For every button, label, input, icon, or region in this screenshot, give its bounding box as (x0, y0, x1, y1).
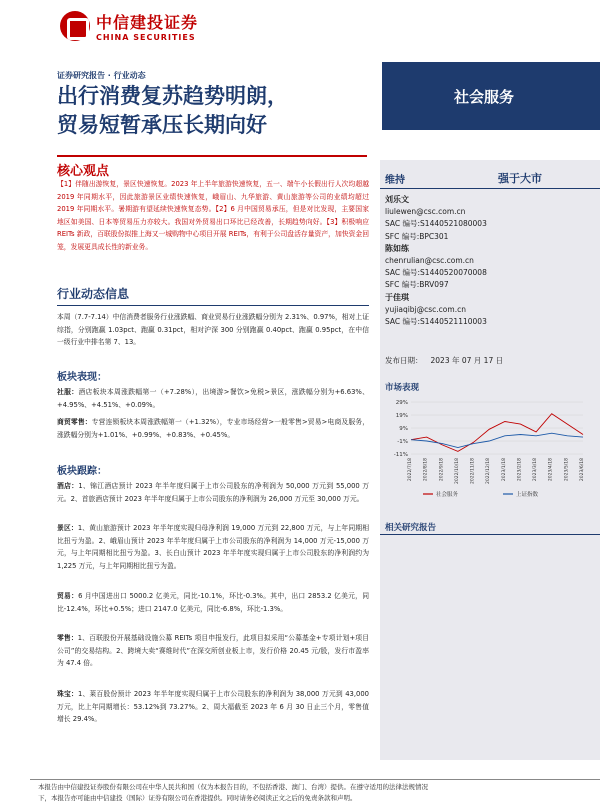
paragraph-text: 1、百联股份开展基础设施公募 REITs 项目申报发行，此项目拟采用“公募基金+专项计划+项目公司”的交易结构。2、跨境大卖“赛维时代”在深交所创业板上市，发行价格 20.45 元/股，发行市盈率为 47.4 倍。 (57, 634, 370, 667)
divider (380, 534, 600, 535)
publish-date-value: 2023 年 07 月 17 日 (430, 356, 504, 365)
paragraph-label: 景区： (57, 524, 78, 532)
legend-label: 上证指数 (516, 492, 539, 498)
analyst-name: 刘乐文 (385, 195, 409, 204)
core-heading: 核心观点 (57, 164, 110, 179)
paragraph-label: 酒店： (57, 482, 79, 490)
y-tick-label: 29% (395, 400, 408, 406)
paragraph-text: 6 月中国进出口 5000.2 亿美元，同比-10.1%，环比-0.3%。其中，出口 2853.2 亿美元，同比-12.4%，环比+0.5%；进口 2147.0 亿美元，同比-6.8%，环比-1.3%。 (57, 592, 369, 613)
analyst-email[interactable]: chenrulian@csc.com.cn (385, 256, 474, 266)
related-reports-heading: 相关研究报告 (385, 523, 437, 533)
disclaimer-footer (38, 782, 598, 804)
x-tick-label: 2022/9/18 (439, 458, 445, 482)
y-tick-label: -11% (393, 452, 408, 458)
rating: 强于大市 (498, 172, 542, 185)
sector-banner: 社会服务 (382, 62, 600, 130)
logo-name-en: CHINA SECURITIES (96, 33, 196, 42)
analyst-sac: SAC 编号:S1440520070008 (385, 268, 487, 278)
rating-action: 维持 (385, 175, 405, 186)
analyst-sac: SAC 编号:S1440521080003 (385, 219, 487, 229)
logo-name-cn: 中信建投证券 (96, 13, 199, 32)
disclaimer-line: 本报告由中信建投证券股份有限公司在中华人民共和国（仅为本报告目的，不包括香港、澳门、台湾）提供。在遵守适用的法律法规情况 (38, 783, 428, 791)
paragraph-label: 社服： (57, 388, 79, 396)
analyst-name: 于佳琪 (385, 292, 409, 302)
x-tick-label: 2023/6/18 (580, 458, 585, 482)
disclaimer-line: 下，本报告亦可能由中信建投（国际）证券有限公司在香港提供。同时请务必阅读正文之后的免责条款和声明。 (38, 794, 357, 802)
x-tick-label: 2022/10/18 (454, 458, 460, 484)
logo-mark-icon (60, 11, 90, 41)
x-tick-label: 2022/12/18 (486, 458, 492, 484)
y-tick-label: 9% (399, 426, 408, 432)
paragraph-label: 贸易： (57, 592, 79, 600)
page-header (0, 0, 600, 62)
analyst-email[interactable]: yujiaqibj@csc.com.cn (385, 304, 466, 314)
paragraph-label: 零售： (57, 634, 78, 642)
board-social-paragraph (57, 386, 369, 411)
board-heading: 板块表现： (57, 372, 107, 383)
chart-title: 市场表现 (385, 383, 420, 393)
x-tick-label: 2022/7/18 (408, 458, 413, 482)
analyst-sac: SAC 编号:S1440521110003 (385, 317, 487, 327)
analyst-name: 陈如练 (385, 243, 409, 253)
paragraph-label: 商贸零售： (57, 418, 92, 426)
paragraph-text: 专营连锁板块本周涨跌幅第一（+1.32%），专业市场经营>一般零售>贸易>电商及服务，涨跌幅分别为+1.01%、+0.99%、+0.83%、+0.45%。 (57, 418, 369, 439)
x-tick-label: 2022/8/18 (423, 458, 429, 482)
track-heading: 板块跟踪： (57, 466, 107, 477)
title-line-2: 贸易短暂承压长期向好 (57, 113, 267, 137)
divider (30, 779, 600, 780)
analyst-email[interactable]: liulewen@csc.com.cn (385, 207, 466, 217)
divider (57, 155, 367, 157)
x-tick-label: 2023/2/18 (517, 458, 523, 482)
paragraph-text: 1、锦江酒店预计 2023 年半年度归属于上市公司股东的净利润为 50,000 万元到 55,000 万元。2、首旅酒店预计 2023 年半年度归属于上市公司股东的净利润为 26,000 万元至 30,000 万元。 (57, 482, 370, 503)
track-trade-paragraph (57, 590, 369, 615)
x-tick-label: 2023/1/18 (501, 458, 507, 482)
x-tick-label: 2022/11/18 (470, 458, 476, 484)
y-tick-label: -1% (397, 439, 408, 445)
track-hotel-paragraph (57, 480, 369, 505)
report-type: 证券研究报告 · 行业动态 (57, 71, 146, 80)
publish-date (385, 355, 503, 366)
x-tick-label: 2023/3/18 (533, 458, 539, 482)
analyst-sfc: SFC 编号:BPC301 (385, 231, 449, 241)
intro-paragraph: 本周（7.7-7.14）中信消费者服务行业涨跌幅、商业贸易行业涨跌幅分别为 2.31%、0.97%，相对上证综指，分别跑赢 1.03pct、跑赢 0.31pct，相对沪深 300 分别跑赢 0.40pct、跑赢 0.95pct，在中信一级行业中排名第 7、13。 (57, 313, 369, 346)
board-trade-paragraph (57, 416, 369, 441)
paragraph-text: 酒店板块本周涨跌幅第一（+7.28%），出境游>餐饮>免税>景区，涨跌幅分别为+6.63%、+4.95%、+4.51%、+0.09%。 (57, 388, 369, 409)
paragraph-text: 1、黄山旅游预计 2023 年半年度实现归母净利润 19,000 万元到 22,800 万元，与上年同期相比扭亏为盈。2、峨眉山预计 2023 年半年度归属于上市公司股东的净利润为 14,000 万元-15,000 万元，与上年同期相比扭亏为盈。3、长白山预计 2023 年半年度实现归属于上市公司股东的净利润约为 1,225 万元，与上年同期相比扭亏为盈。 (57, 524, 370, 570)
analyst-sfc: SFC 编号:BRV097 (385, 280, 449, 290)
company-logo (60, 10, 198, 42)
analyst-list (385, 194, 487, 328)
x-tick-label: 2023/5/18 (564, 458, 570, 482)
paragraph-label: 珠宝： (57, 690, 78, 698)
series-line-shanghai-index (411, 433, 583, 447)
divider (380, 188, 600, 189)
publish-date-label: 发布日期： (385, 356, 423, 365)
track-pearl-paragraph (57, 688, 369, 726)
section-heading: 行业动态信息 (57, 287, 130, 301)
market-performance-chart (383, 394, 593, 504)
legend-label: 社会服务 (436, 492, 459, 498)
divider (57, 305, 369, 306)
title-line-1: 出行消费复苏趋势明朗， (57, 84, 288, 108)
track-scenic-paragraph (57, 522, 369, 572)
x-tick-label: 2023/4/18 (548, 458, 554, 482)
core-text: 【1】伴随出游恢复，景区快速恢复。2023 年上半年旅游快速恢复，五一、端午小长假出行人次均超越 2019 年同期水平，因此旅游景区业绩快速恢复，峨眉山、九华旅游、黄山旅游等公司的业绩均超过 2019 年同期水平。暑期游有望延续快速恢复态势。【2】6 月中国贸易承压，但是对比发现，主要国家地区如美国、日本等贸易压力亦较大。我国对外贸易出口环比已经改善，长期趋势向好。【3】积极响应 REITs 新政，百联股份拟推上海又一城购物中心项目开展 REITs，有利于公司盘活存量资产，加快资金回笼，发展更具成长性的新业务。 (57, 180, 369, 251)
page-title (57, 82, 288, 140)
series-line-social-services (411, 414, 583, 452)
track-retail-paragraph (57, 632, 369, 670)
y-tick-label: 19% (395, 413, 408, 419)
paragraph-text: 1、莱百股份预计 2023 年半年度实现归属于上市公司股东的净利润为 38,000 万元到 43,000 万元，比上年同期增长：53.12%到 73.27%。2、周大福截至 2023 年 6 月 30 日止三个月，零售值增长 29.4%。 (57, 690, 369, 723)
